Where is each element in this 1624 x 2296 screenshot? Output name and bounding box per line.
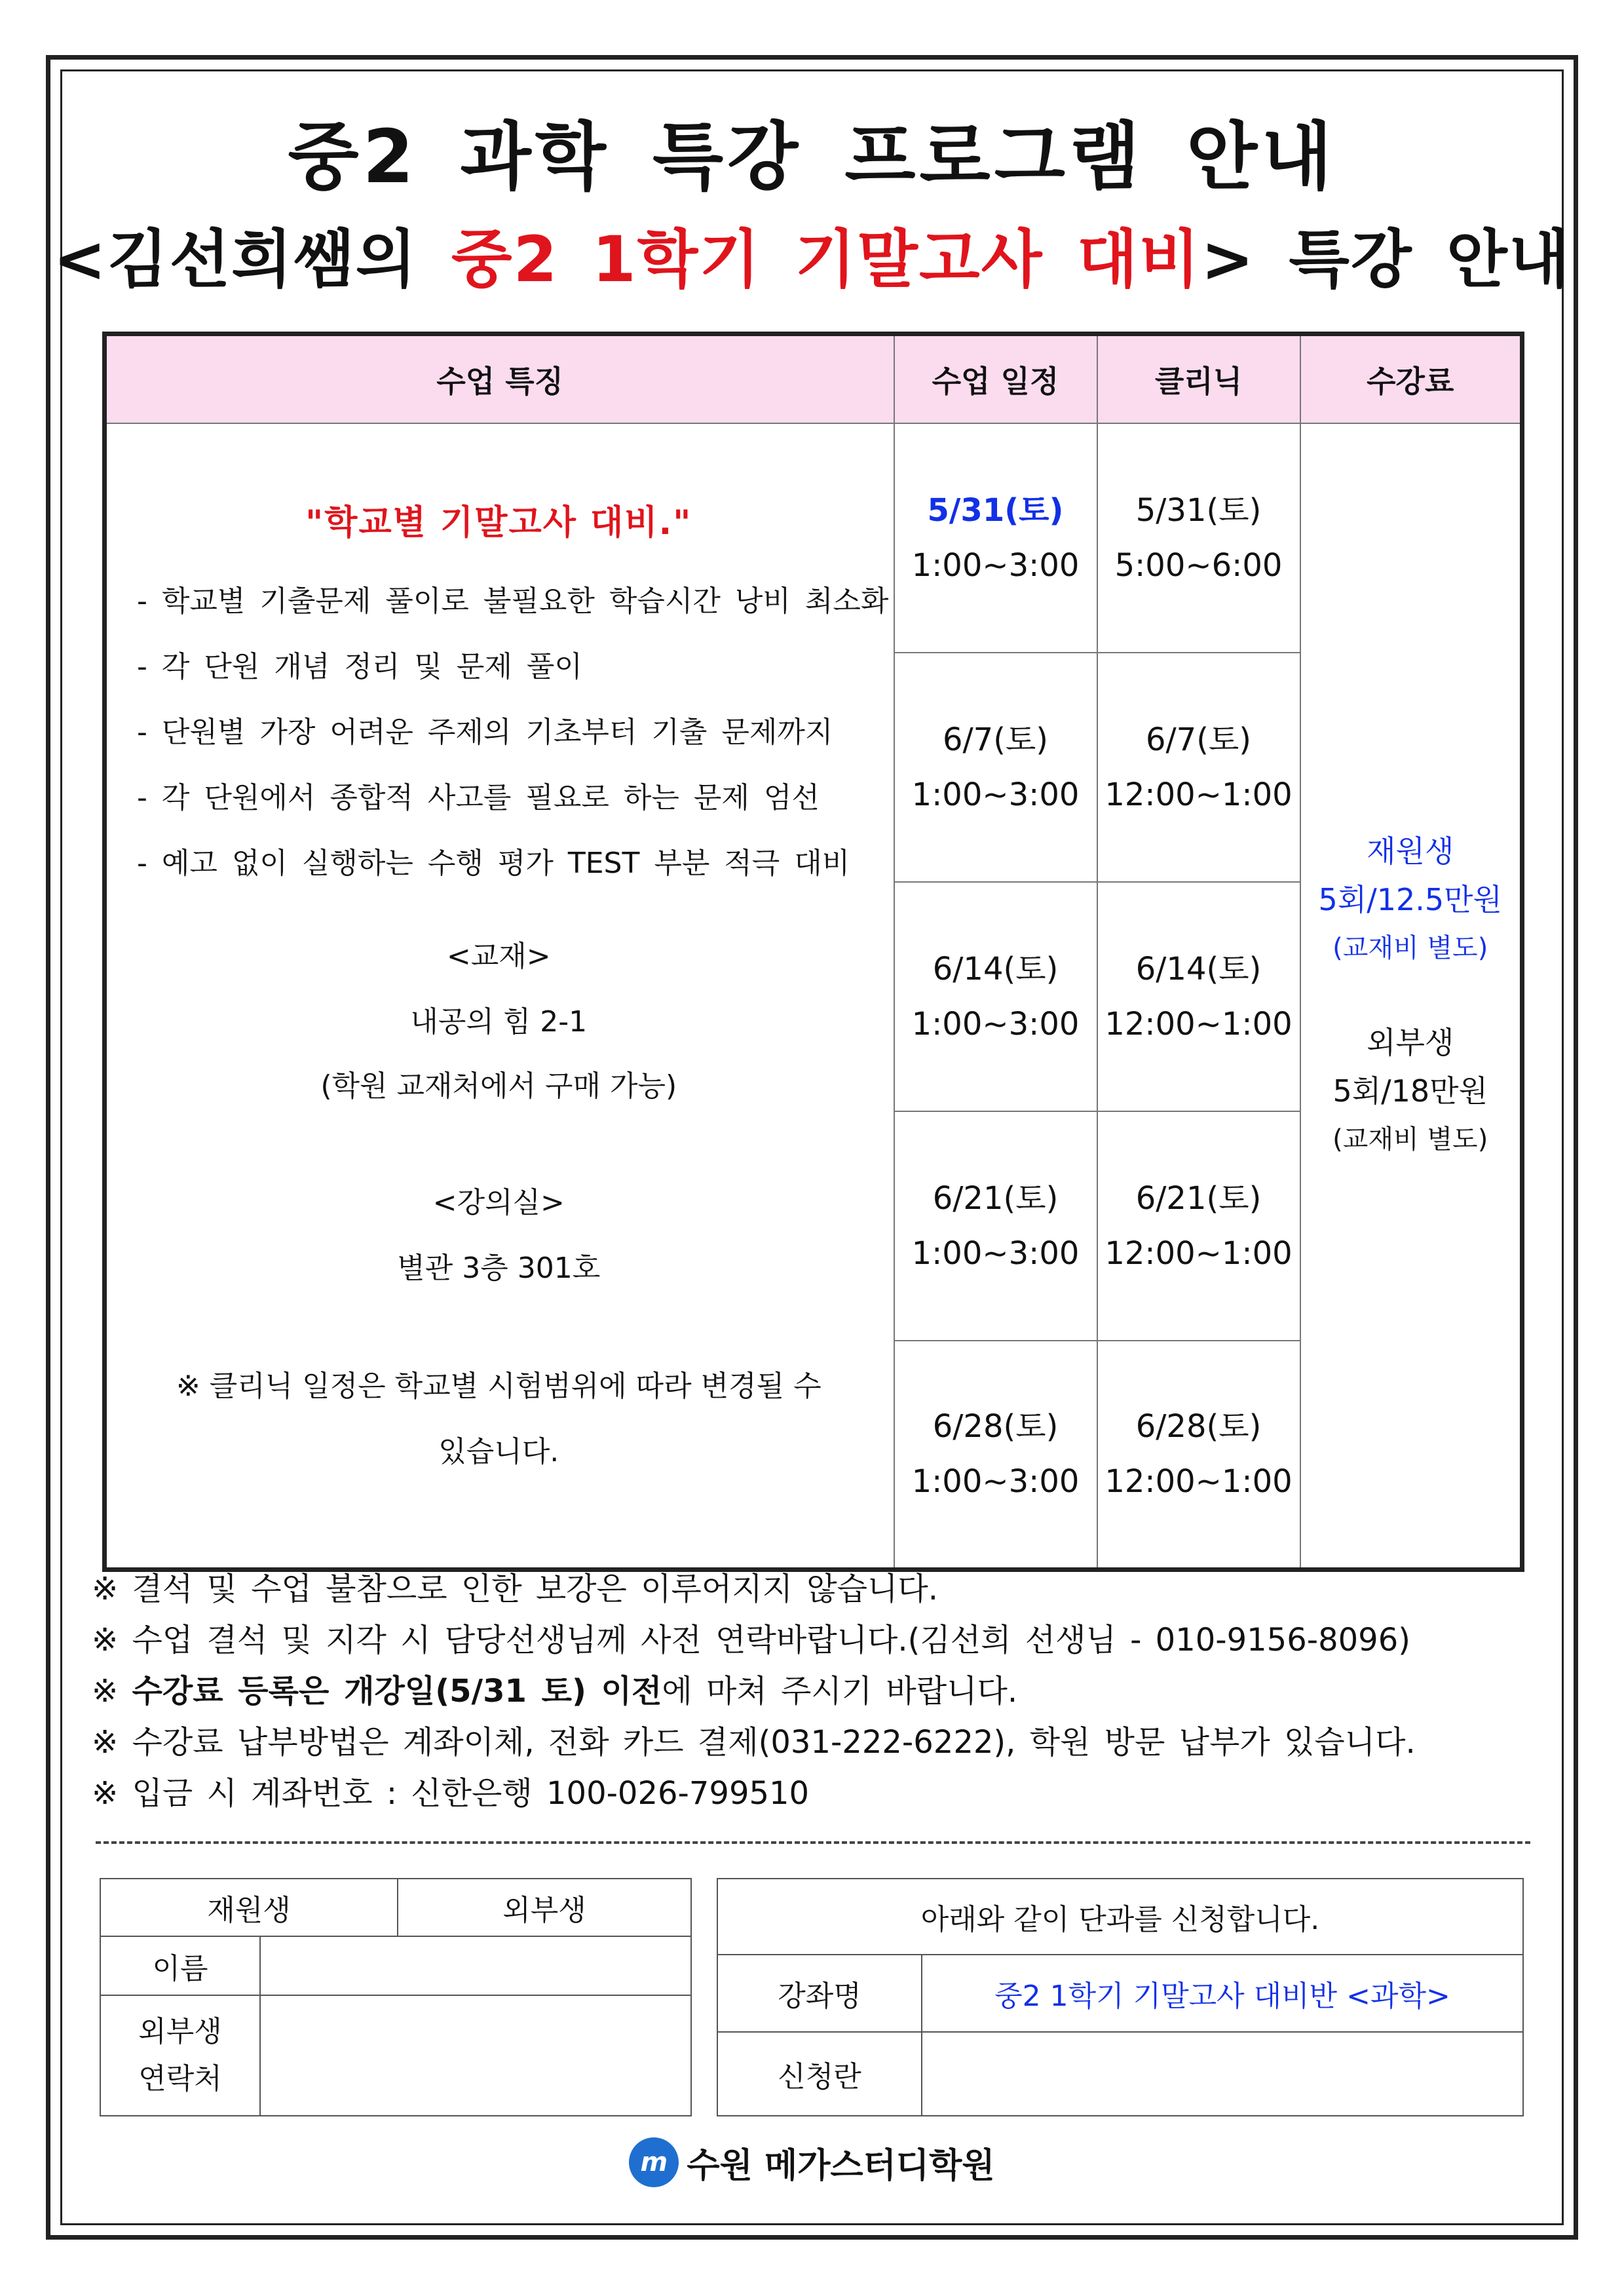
note-payment: ※ 수강료 납부방법은 계좌이체, 전화 카드 결제(031-222-6222), 학원 방문 납부가 있습니다.	[92, 1724, 1416, 1761]
schedule-date: 5/31(토)	[927, 491, 1064, 529]
application-form	[717, 1878, 1524, 2116]
note-prefix: ※	[92, 1673, 132, 1710]
clinic-note: ※ 클리닉 일정은 학교별 시험범위에 따라 변경될 수	[176, 1369, 821, 1403]
note-suffix: 에 마쳐 주시기 바랍니다.	[662, 1673, 1018, 1710]
schedule-time: 1:00~3:00	[911, 1005, 1080, 1043]
header-features: 수업 특징	[105, 334, 894, 423]
clinic-date: 6/21(토)	[1135, 1179, 1262, 1217]
feature-item: - 학교별 기출문제 풀이로 불필요한 학습시간 낭비 최소화	[137, 584, 889, 618]
textbook-note: (학원 교재처에서 구매 가능)	[320, 1069, 677, 1103]
clinic-note-cont: 있습니다.	[438, 1434, 559, 1468]
contact-label	[100, 1995, 260, 2116]
clinic-cell	[1097, 882, 1300, 1111]
cut-line	[96, 1841, 1530, 1844]
textbook-name: 내공의 힘 2-1	[410, 1004, 588, 1039]
schedule-cell	[894, 423, 1097, 653]
features-headline: "학교별 기말고사 대비."	[305, 503, 692, 543]
fee-outside-label: 외부생	[1367, 1025, 1454, 1061]
contact-label-line1: 외부생	[138, 2015, 222, 2048]
clinic-cell	[1097, 1111, 1300, 1341]
schedule-cell	[894, 653, 1097, 882]
schedule-date: 6/21(토)	[932, 1179, 1059, 1217]
clinic-time: 12:00~1:00	[1105, 776, 1293, 813]
note-account: ※ 입금 시 계좌번호 : 신한은행 100-026-799510	[92, 1775, 810, 1812]
header-schedule: 수업 일정	[894, 334, 1097, 423]
note-absence: ※ 수업 결석 및 지각 시 담당선생님께 사전 연락바랍니다.(김선희 선생님 - 010-9156-8096)	[92, 1622, 1410, 1658]
schedule-date: 6/7(토)	[942, 721, 1049, 758]
clinic-date: 5/31(토)	[1135, 491, 1262, 529]
schedule-cell	[894, 882, 1097, 1111]
note-emphasis: 수강료 등록은 개강일(5/31 토) 이전	[132, 1673, 662, 1710]
note-registration	[92, 1666, 1533, 1717]
header-fee: 수강료	[1300, 334, 1522, 423]
signature-label: 신청란	[717, 2032, 922, 2116]
clinic-date: 6/7(토)	[1145, 721, 1252, 758]
name-label: 이름	[100, 1936, 260, 1995]
notes-section	[92, 1563, 1533, 1819]
schedule-time: 1:00~3:00	[911, 776, 1080, 813]
program-table	[102, 332, 1524, 1572]
clinic-cell	[1097, 653, 1300, 882]
classroom-label: <강의실>	[432, 1185, 565, 1219]
schedule-date: 6/28(토)	[932, 1408, 1059, 1445]
signature-field[interactable]	[922, 2032, 1523, 2116]
schedule-time: 1:00~3:00	[911, 1234, 1080, 1272]
course-name: 중2 1학기 기말고사 대비반 <과학>	[922, 1955, 1523, 2032]
schedule-cell	[894, 1341, 1097, 1570]
fee-member-note: (교재비 별도)	[1332, 933, 1488, 964]
academy-logo-icon: m	[629, 2137, 679, 2187]
academy-name: 수원 메가스터디학원	[687, 2146, 995, 2186]
footer	[0, 2137, 1624, 2187]
fee-outside-price: 5회/18만원	[1332, 1073, 1488, 1109]
clinic-time: 12:00~1:00	[1105, 1463, 1293, 1501]
feature-item: - 단원별 가장 어려운 주제의 기초부터 기출 문제까지	[137, 715, 833, 749]
student-form	[100, 1878, 692, 2116]
course-label: 강좌명	[717, 1955, 922, 2032]
fee-member-price: 5회/12.5만원	[1318, 882, 1502, 918]
clinic-cell	[1097, 1341, 1300, 1570]
fee-cell	[1300, 423, 1522, 1570]
clinic-cell	[1097, 423, 1300, 653]
clinic-time: 5:00~6:00	[1114, 546, 1283, 584]
classroom-name: 별관 3층 301호	[397, 1251, 601, 1285]
schedule-date: 6/14(토)	[932, 950, 1059, 987]
contact-field[interactable]	[260, 1995, 691, 2116]
schedule-time: 1:00~3:00	[911, 546, 1080, 584]
header-clinic: 클리닉	[1097, 334, 1300, 423]
subtitle-suffix: > 특강 안내	[1201, 223, 1571, 296]
features-cell	[105, 423, 894, 1570]
page-subtitle	[0, 210, 1624, 299]
feature-item: - 각 단원 개념 정리 및 문제 풀이	[137, 649, 582, 683]
contact-label-line2: 연락처	[138, 2062, 222, 2095]
member-option[interactable]: 재원생	[100, 1879, 398, 1936]
outside-option[interactable]: 외부생	[398, 1879, 691, 1936]
fee-outside-note: (교재비 별도)	[1332, 1124, 1488, 1155]
subtitle-highlight: 중2 1학기 기말고사 대비	[451, 223, 1201, 296]
clinic-date: 6/28(토)	[1135, 1408, 1262, 1445]
application-heading: 아래와 같이 단과를 신청합니다.	[717, 1879, 1523, 1955]
clinic-time: 12:00~1:00	[1105, 1234, 1293, 1272]
feature-item: - 각 단원에서 종합적 사고를 필요로 하는 문제 엄선	[137, 780, 820, 814]
textbook-label: <교재>	[446, 939, 551, 973]
clinic-time: 12:00~1:00	[1105, 1005, 1293, 1043]
fee-member-label: 재원생	[1367, 833, 1454, 870]
feature-item: - 예고 없이 실행하는 수행 평가 TEST 부분 적극 대비	[137, 846, 850, 880]
schedule-time: 1:00~3:00	[911, 1463, 1080, 1501]
note-makeup: ※ 결석 및 수업 불참으로 인한 보강은 이루어지지 않습니다.	[92, 1571, 939, 1607]
name-field[interactable]	[260, 1936, 691, 1995]
subtitle-prefix: <김선희쌤의	[53, 223, 451, 296]
schedule-cell	[894, 1111, 1097, 1341]
page-title: 중2 과학 특강 프로그램 안내	[288, 115, 1336, 200]
clinic-date: 6/14(토)	[1135, 950, 1262, 987]
